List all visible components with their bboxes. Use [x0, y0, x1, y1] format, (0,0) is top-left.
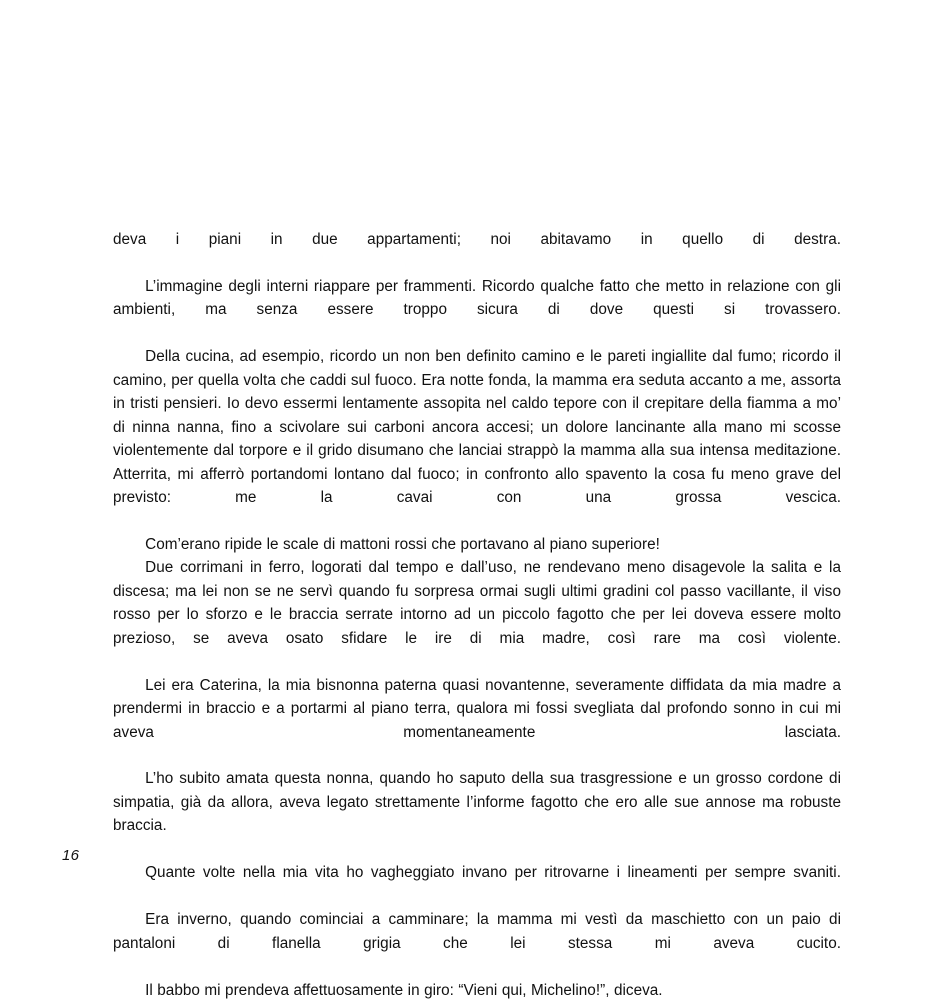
- paragraph: Due corrimani in ferro, logorati dal tempo e dall’uso, ne rendevano meno disagevole la salita e la discesa; ma lei non se ne servì quando fu sorpresa ormai sugli ultimi gradini col passo vacillante, il viso rosso per lo sforzo e le braccia serrate intorno ad un piccolo fagotto che per lei doveva essere molto prezioso, se aveva osato sfidare le ire di mia madre, così rare ma così violente.: [113, 559, 841, 647]
- paragraph: deva i piani in due appartamenti; noi abitavamo in quello di destra.: [113, 231, 841, 248]
- paragraph: Lei era Caterina, la mia bisnonna paterna quasi novantenne, severamente diffidata da mia madre a prendermi in braccio e a portarmi al piano terra, qualora mi fossi svegliata dal profondo sonno in cui mi aveva momentaneamente lasciata.: [113, 676, 841, 741]
- page-number: 16: [62, 847, 80, 864]
- paragraph: L’immagine degli interni riappare per frammenti. Ricordo qualche fatto che metto in relazione con gli ambienti, ma senza essere troppo sicura di dove questi si trovassero.: [113, 277, 841, 319]
- paragraph: Della cucina, ad esempio, ricordo un non ben definito camino e le pareti ingiallite dal fumo; ricordo il camino, per quella volta che caddi sul fuoco. Era notte fonda, la mamma era seduta accanto a me, assorta in tristi pensieri. Io devo essermi lentamente assopita nel caldo tepore con il crepitare della fiamma a mo’ di ninna nanna, fino a scivolare sui carboni ancora accesi; un dolore lancinante alla mano mi scosse violentemente dal torpore e il grido disumano che lanciai strappò la mamma alla sua intensa meditazione. Atterrita, mi afferrò portandomi lontano dal fuoco; in confronto allo spavento la cosa fu meno grave del previsto: me la cavai con una grossa vescica.: [113, 348, 841, 506]
- paragraph: L’ho subito amata questa nonna, quando ho saputo della sua trasgressione e un grosso cordone di simpatia, già da allora, aveva legato strettamente l’informe fagotto che ero alle sue annose ma robuste braccia.: [113, 770, 841, 835]
- paragraph: Il babbo mi prendeva affettuosamente in giro: “Vieni qui, Michelino!”, diceva.: [145, 981, 663, 999]
- paragraph: Com’erano ripide le scale di mattoni rossi che portavano al piano superiore!: [145, 535, 660, 553]
- paragraph: Quante volte nella mia vita ho vagheggiato invano per ritrovarne i lineamenti per sempre svaniti.: [145, 864, 841, 882]
- paragraph: Era inverno, quando cominciai a camminare; la mamma mi vestì da maschietto con un paio di pantaloni di flanella grigia che lei stessa mi aveva cucito.: [113, 911, 841, 952]
- page-body-text: [113, 228, 841, 1000]
